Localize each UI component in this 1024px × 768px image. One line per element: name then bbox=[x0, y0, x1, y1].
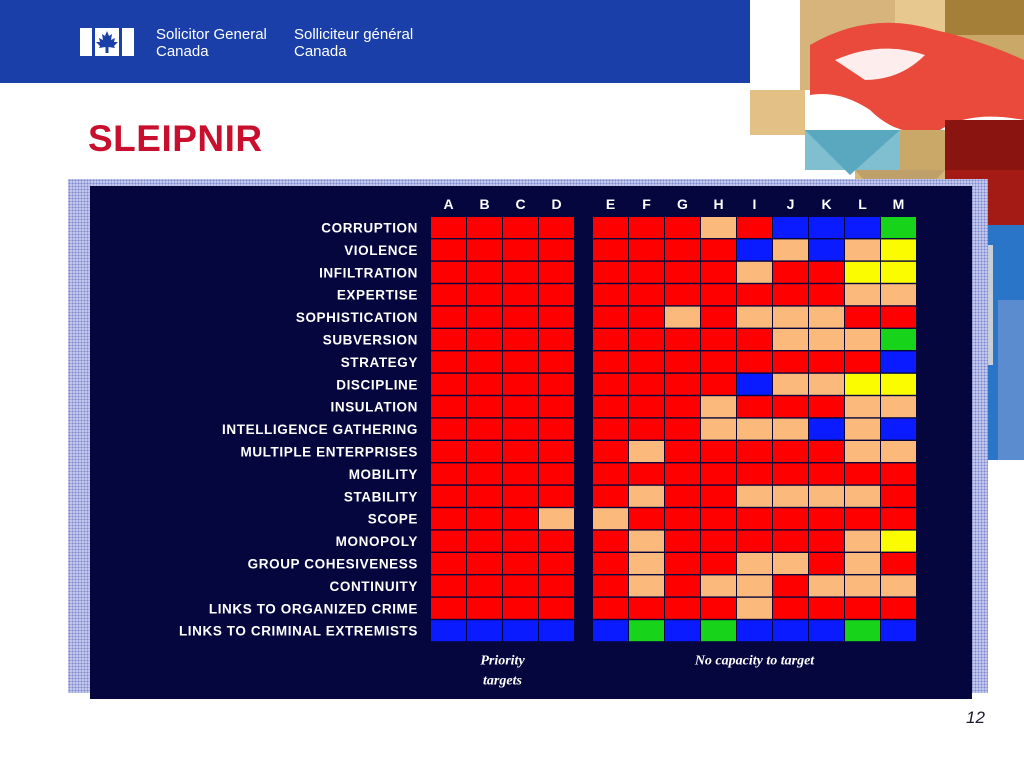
org-fr-line1: Solliciteur général bbox=[294, 26, 414, 43]
heatmap-cell bbox=[737, 239, 772, 260]
heatmap-cell bbox=[431, 217, 466, 238]
heatmap-cell bbox=[503, 441, 538, 462]
heatmap-cell bbox=[593, 351, 628, 372]
heatmap-cell bbox=[737, 620, 772, 641]
heatmap-cell bbox=[503, 284, 538, 305]
heatmap-cell bbox=[467, 486, 502, 507]
heatmap-cell bbox=[593, 620, 628, 641]
heatmap-cell bbox=[665, 419, 700, 440]
heatmap-cell bbox=[737, 531, 772, 552]
heatmap-cell bbox=[809, 553, 844, 574]
column-header-g: G bbox=[677, 196, 688, 212]
heatmap-cell bbox=[467, 307, 502, 328]
row-label: INSULATION bbox=[330, 399, 418, 415]
heatmap-cell bbox=[881, 396, 916, 417]
heatmap-cell bbox=[629, 553, 664, 574]
heatmap-cell bbox=[881, 351, 916, 372]
heatmap-cell bbox=[737, 307, 772, 328]
heatmap-cell bbox=[431, 531, 466, 552]
heatmap-cell bbox=[593, 575, 628, 596]
heatmap-cell bbox=[701, 284, 736, 305]
heatmap-cell bbox=[539, 553, 574, 574]
heatmap-cell bbox=[665, 553, 700, 574]
row-label: SUBVERSION bbox=[322, 332, 418, 348]
heatmap-cell bbox=[665, 508, 700, 529]
heatmap-cell bbox=[881, 531, 916, 552]
heatmap-cell bbox=[773, 396, 808, 417]
heatmap-cell bbox=[539, 463, 574, 484]
heatmap-cell bbox=[593, 284, 628, 305]
heatmap-cell bbox=[737, 262, 772, 283]
heatmap-cell bbox=[773, 307, 808, 328]
heatmap-cell bbox=[593, 553, 628, 574]
heatmap-cell bbox=[737, 575, 772, 596]
heatmap-cell bbox=[845, 575, 880, 596]
heatmap-cell bbox=[593, 463, 628, 484]
heatmap-cell bbox=[737, 329, 772, 350]
heatmap-cell bbox=[701, 508, 736, 529]
row-label: STRATEGY bbox=[340, 354, 418, 370]
heatmap-cell bbox=[467, 508, 502, 529]
row-label: INTELLIGENCE GATHERING bbox=[222, 422, 418, 438]
row-label: MONOPOLY bbox=[335, 534, 418, 550]
heatmap-cell bbox=[845, 598, 880, 619]
heatmap-cell bbox=[467, 620, 502, 641]
org-fr-line2: Canada bbox=[294, 43, 347, 60]
column-header-m: M bbox=[892, 196, 905, 212]
heatmap-cell bbox=[737, 217, 772, 238]
heatmap-cell bbox=[773, 620, 808, 641]
heatmap-cell bbox=[431, 598, 466, 619]
slide-title: SLEIPNIR bbox=[88, 118, 263, 159]
heatmap-cell bbox=[773, 531, 808, 552]
heatmap-cell bbox=[845, 262, 880, 283]
heatmap-cell bbox=[539, 508, 574, 529]
heatmap-cell bbox=[809, 329, 844, 350]
heatmap-cell bbox=[503, 217, 538, 238]
heatmap-cell bbox=[881, 553, 916, 574]
heatmap-cell bbox=[737, 486, 772, 507]
heatmap-cell bbox=[629, 620, 664, 641]
heatmap-cell bbox=[845, 374, 880, 395]
row-label: CORRUPTION bbox=[321, 220, 418, 236]
heatmap-chart bbox=[90, 186, 972, 699]
heatmap-cell bbox=[773, 598, 808, 619]
heatmap-cell bbox=[503, 575, 538, 596]
heatmap-cell bbox=[593, 329, 628, 350]
heatmap-cell bbox=[593, 441, 628, 462]
heatmap-cell bbox=[845, 307, 880, 328]
heatmap-cell bbox=[845, 284, 880, 305]
heatmap-cell bbox=[701, 239, 736, 260]
row-label: DISCIPLINE bbox=[336, 377, 418, 393]
heatmap-cell bbox=[629, 262, 664, 283]
heatmap-cell bbox=[881, 620, 916, 641]
heatmap-cell bbox=[593, 419, 628, 440]
heatmap-cell bbox=[881, 307, 916, 328]
org-name-english bbox=[156, 26, 267, 60]
heatmap-cell bbox=[431, 441, 466, 462]
column-header-i: I bbox=[752, 196, 757, 212]
heatmap-cell bbox=[845, 396, 880, 417]
org-en-line2: Canada bbox=[156, 43, 209, 60]
heatmap-cell bbox=[503, 508, 538, 529]
heatmap-cell bbox=[431, 396, 466, 417]
heatmap-cell bbox=[845, 553, 880, 574]
row-label: SOPHISTICATION bbox=[295, 310, 418, 326]
heatmap-cell bbox=[503, 531, 538, 552]
heatmap-cell bbox=[737, 351, 772, 372]
heatmap-cell bbox=[773, 463, 808, 484]
heatmap-cell bbox=[881, 486, 916, 507]
heatmap-cell bbox=[629, 598, 664, 619]
heatmap-cell bbox=[665, 374, 700, 395]
heatmap-cell bbox=[701, 396, 736, 417]
heatmap-cell bbox=[809, 374, 844, 395]
heatmap-cell bbox=[431, 329, 466, 350]
heatmap-cell bbox=[593, 239, 628, 260]
heatmap-cell bbox=[845, 329, 880, 350]
heatmap-cell bbox=[503, 307, 538, 328]
heatmap-cell bbox=[809, 396, 844, 417]
heatmap-cell bbox=[431, 508, 466, 529]
heatmap-cell bbox=[431, 463, 466, 484]
heatmap-cell bbox=[665, 262, 700, 283]
heatmap-cell bbox=[773, 441, 808, 462]
heatmap-cell bbox=[539, 284, 574, 305]
column-header-c: C bbox=[515, 196, 526, 212]
row-label: INFILTRATION bbox=[319, 265, 418, 281]
heatmap-cell bbox=[881, 217, 916, 238]
heatmap-cell bbox=[773, 239, 808, 260]
heatmap-cell bbox=[467, 598, 502, 619]
column-header-b: B bbox=[479, 196, 490, 212]
heatmap-cell bbox=[629, 508, 664, 529]
heatmap-cell bbox=[845, 508, 880, 529]
heatmap-cell bbox=[665, 307, 700, 328]
heatmap-cell bbox=[809, 284, 844, 305]
heatmap-cell bbox=[629, 441, 664, 462]
heatmap-cell bbox=[845, 351, 880, 372]
heatmap-cell bbox=[809, 575, 844, 596]
heatmap-cell bbox=[737, 463, 772, 484]
heatmap-cell bbox=[701, 262, 736, 283]
heatmap-cell bbox=[431, 374, 466, 395]
heatmap-cell bbox=[737, 374, 772, 395]
heatmap-cell bbox=[845, 463, 880, 484]
heatmap-cell bbox=[665, 575, 700, 596]
heatmap-cell bbox=[503, 463, 538, 484]
heatmap-cell bbox=[593, 598, 628, 619]
heatmap-cell bbox=[881, 284, 916, 305]
heatmap-cell bbox=[845, 217, 880, 238]
canada-flag-icon bbox=[80, 28, 134, 56]
heatmap-cell bbox=[845, 486, 880, 507]
heatmap-cell bbox=[467, 531, 502, 552]
heatmap-cell bbox=[701, 598, 736, 619]
heatmap-cell bbox=[665, 239, 700, 260]
column-header-a: A bbox=[443, 196, 454, 212]
row-label: SCOPE bbox=[367, 511, 418, 527]
heatmap-cell bbox=[773, 262, 808, 283]
heatmap-cell bbox=[593, 374, 628, 395]
heatmap-cell bbox=[665, 441, 700, 462]
row-label: EXPERTISE bbox=[336, 287, 418, 303]
heatmap-cell bbox=[539, 217, 574, 238]
heatmap-cell bbox=[539, 239, 574, 260]
heatmap-cell bbox=[503, 374, 538, 395]
heatmap-cell bbox=[539, 351, 574, 372]
heatmap-cell bbox=[503, 486, 538, 507]
heatmap-cell bbox=[701, 374, 736, 395]
heatmap-cell bbox=[431, 307, 466, 328]
column-header-h: H bbox=[713, 196, 724, 212]
heatmap-cell bbox=[737, 396, 772, 417]
row-label: CONTINUITY bbox=[329, 578, 418, 594]
heatmap-cell bbox=[809, 441, 844, 462]
heatmap-cell bbox=[539, 486, 574, 507]
heatmap-cell bbox=[503, 262, 538, 283]
row-label: GROUP COHESIVENESS bbox=[247, 556, 418, 572]
heatmap-cell bbox=[539, 441, 574, 462]
heatmap-cell bbox=[629, 351, 664, 372]
heatmap-cell bbox=[845, 419, 880, 440]
heatmap-cell bbox=[665, 217, 700, 238]
heatmap-cell bbox=[629, 486, 664, 507]
heatmap-cell bbox=[431, 419, 466, 440]
heatmap-cell bbox=[809, 486, 844, 507]
heatmap-cell bbox=[431, 486, 466, 507]
heatmap-cell bbox=[467, 419, 502, 440]
heatmap-cell bbox=[809, 508, 844, 529]
heatmap-cell bbox=[467, 262, 502, 283]
heatmap-cell bbox=[629, 374, 664, 395]
heatmap-cell bbox=[629, 463, 664, 484]
heatmap-cell bbox=[467, 284, 502, 305]
heatmap-cell bbox=[809, 239, 844, 260]
heatmap-cell bbox=[809, 419, 844, 440]
heatmap-cell bbox=[701, 217, 736, 238]
heatmap-cell bbox=[773, 553, 808, 574]
column-header-e: E bbox=[605, 196, 616, 212]
heatmap-cell bbox=[431, 284, 466, 305]
group-caption-priority-targets: Priority targets bbox=[480, 653, 525, 689]
heatmap-cell bbox=[629, 396, 664, 417]
heatmap-cell bbox=[629, 239, 664, 260]
heatmap-cell bbox=[629, 329, 664, 350]
heatmap-cell bbox=[467, 553, 502, 574]
heatmap-cell bbox=[881, 441, 916, 462]
heatmap-cell bbox=[593, 396, 628, 417]
heatmap-cell bbox=[701, 307, 736, 328]
column-header-l: L bbox=[858, 196, 867, 212]
heatmap-cell bbox=[467, 441, 502, 462]
heatmap-cell bbox=[539, 575, 574, 596]
column-header-d: D bbox=[551, 196, 562, 212]
heatmap-cell bbox=[665, 284, 700, 305]
heatmap-cell bbox=[701, 575, 736, 596]
heatmap-cell bbox=[701, 351, 736, 372]
org-en-line1: Solicitor General bbox=[156, 26, 267, 43]
heatmap-cell bbox=[881, 329, 916, 350]
heatmap-cell bbox=[665, 531, 700, 552]
heatmap-cell bbox=[467, 329, 502, 350]
group-caption-no-capacity: No capacity to target bbox=[694, 653, 815, 669]
heatmap-cell bbox=[593, 486, 628, 507]
heatmap-cell bbox=[701, 463, 736, 484]
heatmap-cell bbox=[665, 396, 700, 417]
heatmap-cell bbox=[503, 396, 538, 417]
heatmap-cell bbox=[701, 419, 736, 440]
heatmap-cell bbox=[737, 441, 772, 462]
heatmap-cell bbox=[773, 508, 808, 529]
heatmap-cell bbox=[539, 419, 574, 440]
heatmap-cell bbox=[467, 463, 502, 484]
heatmap-cell bbox=[665, 329, 700, 350]
heatmap-cell bbox=[737, 598, 772, 619]
heatmap-cell bbox=[593, 508, 628, 529]
heatmap-cell bbox=[881, 374, 916, 395]
heatmap-cell bbox=[539, 307, 574, 328]
heatmap-cell bbox=[629, 217, 664, 238]
column-header-f: F bbox=[642, 196, 651, 212]
heatmap-cell bbox=[431, 262, 466, 283]
heatmap-cell bbox=[467, 396, 502, 417]
heatmap-cell bbox=[539, 262, 574, 283]
heatmap-cell bbox=[701, 620, 736, 641]
heatmap-cell bbox=[431, 620, 466, 641]
heatmap-cell bbox=[539, 329, 574, 350]
heatmap-cell bbox=[539, 598, 574, 619]
heatmap-cell bbox=[809, 217, 844, 238]
column-header-j: J bbox=[786, 196, 795, 212]
heatmap-cell bbox=[701, 486, 736, 507]
org-name-french bbox=[294, 26, 413, 60]
heatmap-cell bbox=[881, 463, 916, 484]
heatmap-cell bbox=[773, 217, 808, 238]
heatmap-cell bbox=[629, 575, 664, 596]
heatmap-cell bbox=[701, 531, 736, 552]
heatmap-cell bbox=[773, 351, 808, 372]
heatmap-cell bbox=[701, 553, 736, 574]
heatmap-cell bbox=[503, 598, 538, 619]
row-label: LINKS TO ORGANIZED CRIME bbox=[208, 601, 418, 617]
heatmap-cell bbox=[629, 284, 664, 305]
heatmap-cell bbox=[881, 239, 916, 260]
heatmap-cell bbox=[629, 419, 664, 440]
heatmap-cell bbox=[881, 575, 916, 596]
heatmap-cell bbox=[593, 262, 628, 283]
heatmap-cell bbox=[773, 329, 808, 350]
heatmap-cell bbox=[467, 575, 502, 596]
heatmap-cell bbox=[773, 374, 808, 395]
row-label: LINKS TO CRIMINAL EXTREMISTS bbox=[178, 623, 418, 639]
heatmap-cell bbox=[809, 262, 844, 283]
heatmap-cell bbox=[881, 419, 916, 440]
heatmap-cell bbox=[539, 531, 574, 552]
heatmap-cell bbox=[845, 441, 880, 462]
heatmap-cell bbox=[503, 553, 538, 574]
heatmap-cell bbox=[737, 508, 772, 529]
heatmap-cell bbox=[809, 531, 844, 552]
heatmap-cell bbox=[629, 531, 664, 552]
heatmap-cell bbox=[845, 620, 880, 641]
heatmap-cell bbox=[845, 239, 880, 260]
heatmap-cell bbox=[773, 486, 808, 507]
heatmap-cell bbox=[593, 217, 628, 238]
heatmap-cell bbox=[665, 463, 700, 484]
heatmap-cell bbox=[503, 239, 538, 260]
heatmap-cell bbox=[431, 351, 466, 372]
heatmap-cell bbox=[665, 351, 700, 372]
heatmap-cell bbox=[701, 329, 736, 350]
heatmap-cell bbox=[503, 329, 538, 350]
heatmap-cell bbox=[593, 531, 628, 552]
row-label: MOBILITY bbox=[348, 466, 418, 482]
heatmap-cell bbox=[467, 217, 502, 238]
heatmap-cell bbox=[503, 419, 538, 440]
row-label: MULTIPLE ENTERPRISES bbox=[240, 444, 418, 460]
heatmap-cell bbox=[539, 620, 574, 641]
heatmap-cell bbox=[881, 262, 916, 283]
heatmap-cell bbox=[809, 598, 844, 619]
heatmap-cell bbox=[737, 284, 772, 305]
heatmap-cell bbox=[539, 396, 574, 417]
heatmap-cell bbox=[809, 351, 844, 372]
heatmap-cell bbox=[467, 351, 502, 372]
heatmap-cell bbox=[773, 419, 808, 440]
heatmap-cell bbox=[701, 441, 736, 462]
heatmap-cell bbox=[809, 463, 844, 484]
row-label: VIOLENCE bbox=[344, 242, 418, 258]
heatmap-cell bbox=[467, 239, 502, 260]
heatmap-cell bbox=[665, 486, 700, 507]
heatmap-cell bbox=[539, 374, 574, 395]
heatmap-cell bbox=[503, 351, 538, 372]
heatmap-cell bbox=[431, 239, 466, 260]
page-number: 12 bbox=[966, 708, 985, 727]
heatmap-cell bbox=[809, 620, 844, 641]
heatmap-cell bbox=[881, 598, 916, 619]
heatmap-cell bbox=[809, 307, 844, 328]
row-label: STABILITY bbox=[343, 489, 418, 505]
heatmap-cell bbox=[773, 284, 808, 305]
heatmap-cell bbox=[737, 419, 772, 440]
column-header-k: K bbox=[821, 196, 832, 212]
heatmap-cell bbox=[773, 575, 808, 596]
heatmap-cell bbox=[467, 374, 502, 395]
heatmap-cell bbox=[845, 531, 880, 552]
heatmap-cell bbox=[503, 620, 538, 641]
heatmap-cell bbox=[665, 620, 700, 641]
heatmap-cell bbox=[737, 553, 772, 574]
heatmap-cell bbox=[881, 508, 916, 529]
heatmap-cell bbox=[431, 575, 466, 596]
heatmap-cell bbox=[665, 598, 700, 619]
heatmap-cell bbox=[629, 307, 664, 328]
heatmap-cell bbox=[593, 307, 628, 328]
heatmap-cell bbox=[431, 553, 466, 574]
